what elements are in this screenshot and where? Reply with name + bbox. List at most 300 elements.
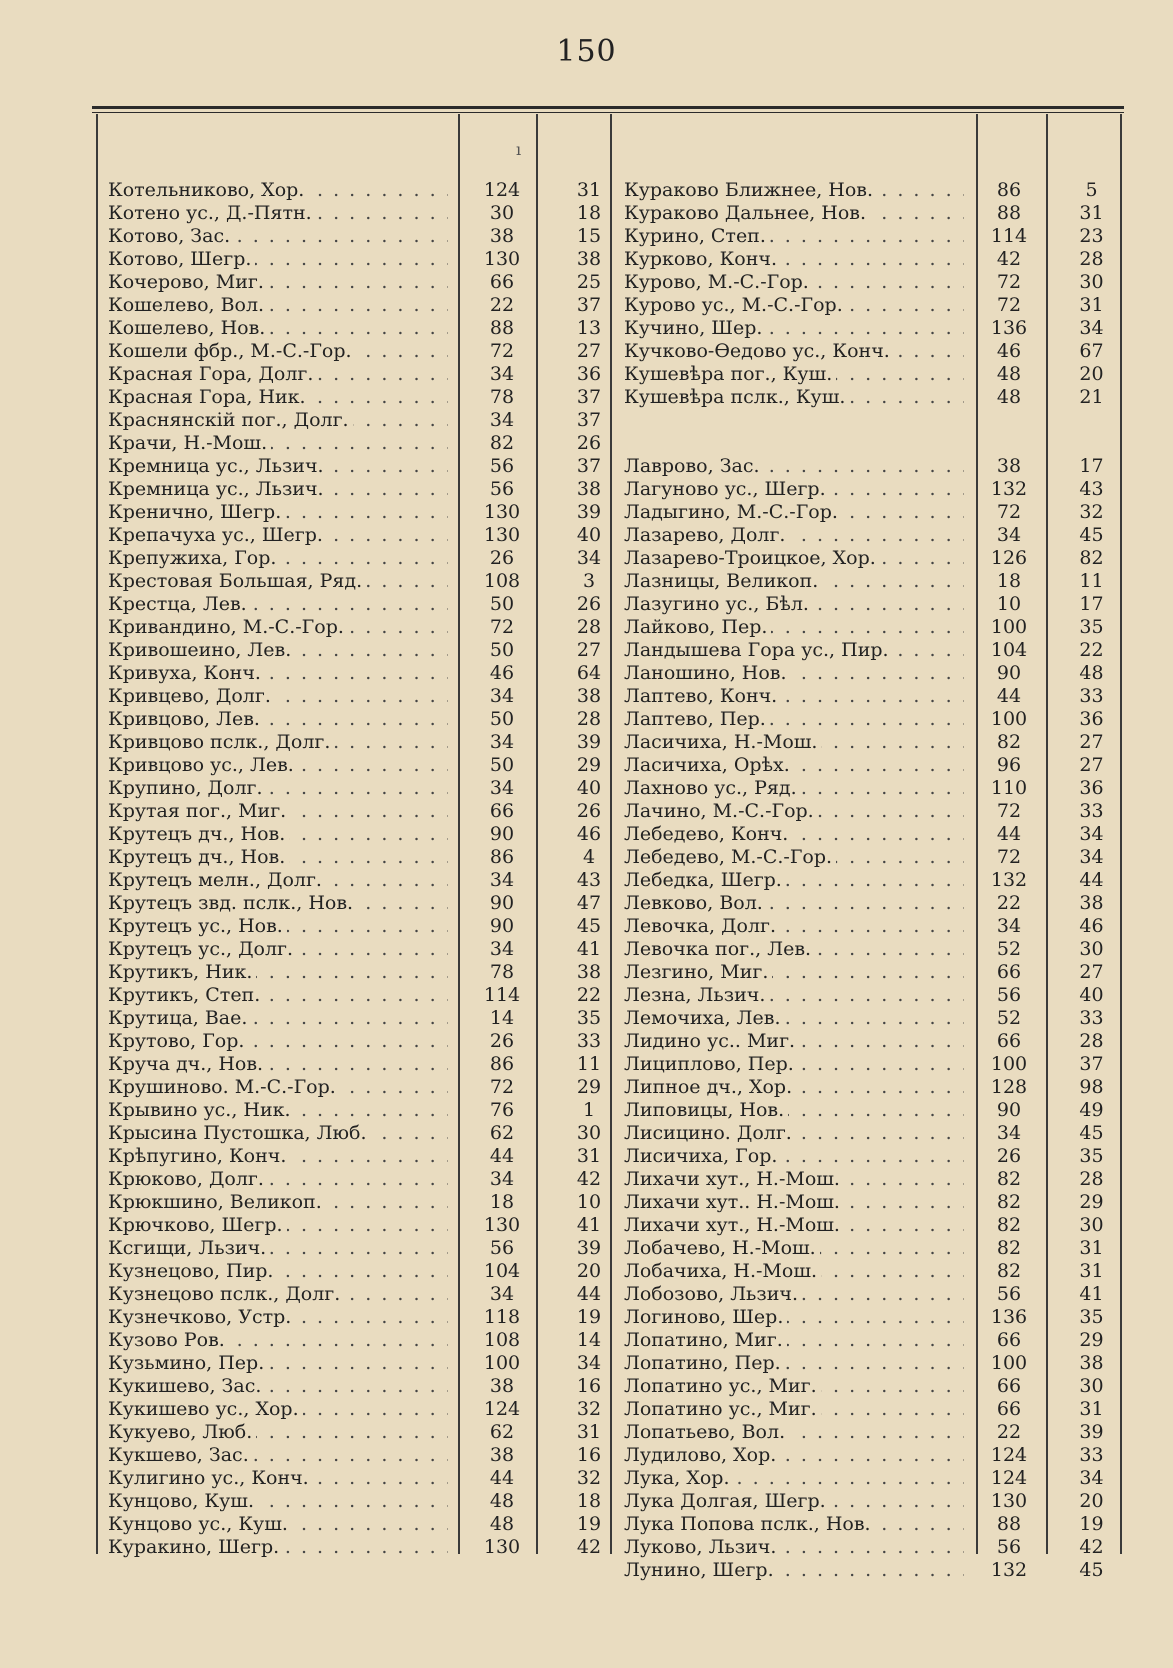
entry-number: 30: [1079, 270, 1104, 293]
page-ref-number: 34: [489, 776, 515, 799]
entry-number: 46: [576, 822, 602, 845]
table-row: [624, 1397, 1129, 1420]
table-row: [624, 454, 1129, 477]
place-name-cell: [624, 225, 964, 247]
table-row: [108, 937, 622, 960]
place-name: Курино, Степ.: [624, 225, 770, 247]
place-name-cell: [624, 800, 964, 822]
entry-number: 36: [1079, 776, 1104, 799]
place-name-cell: [108, 294, 448, 316]
table-row: [108, 1190, 622, 1213]
entry-number: 20: [1079, 362, 1104, 385]
page-ref-number: 118: [483, 1305, 521, 1328]
table-row: [108, 1098, 622, 1121]
place-name-cell: [108, 662, 448, 684]
entry-number: 38: [576, 960, 602, 983]
entry-number: 33: [1079, 799, 1104, 822]
place-name: Кунцово, Куш.: [108, 1490, 258, 1512]
entry-number: 29: [1079, 1190, 1104, 1213]
table-row: [624, 247, 1129, 270]
page-ref-number: 52: [996, 937, 1022, 960]
place-name: Ксгищи, Льзич.: [108, 1237, 270, 1259]
table-row: [624, 1512, 1129, 1535]
table-row: [108, 1029, 622, 1052]
place-name: Кузнецово, Пир.: [108, 1260, 277, 1282]
place-name: Лазугино ус., Бѣл.: [624, 593, 813, 615]
place-name: Краснянскій пог., Долг.: [108, 409, 353, 431]
page-ref-number: 90: [489, 914, 515, 937]
place-name-cell: [108, 1214, 448, 1236]
table-row: [108, 1512, 622, 1535]
place-name-cell: [624, 846, 964, 868]
table-row: [108, 1167, 622, 1190]
place-name: Красная Гора, Долг.: [108, 363, 317, 385]
entry-number: 38: [576, 477, 602, 500]
place-name: Лициплово, Пер.: [624, 1053, 798, 1075]
place-name: Куракино, Шегр.: [108, 1536, 283, 1558]
place-name-cell: [624, 1375, 964, 1397]
entry-number: 37: [576, 385, 602, 408]
place-name: Крестовая Большая, Ряд.: [108, 570, 366, 592]
table-row: [108, 1121, 622, 1144]
page-ref-number: 108: [483, 1328, 521, 1351]
entry-number: 38: [576, 247, 602, 270]
page-ref-number: 90: [996, 661, 1022, 684]
table-row: [624, 1374, 1129, 1397]
entry-number: 45: [576, 914, 602, 937]
page-ref-number: 34: [489, 937, 515, 960]
entry-number: 28: [1079, 1029, 1104, 1052]
entry-number: 33: [1079, 684, 1104, 707]
table-row: [624, 776, 1129, 799]
table-row: [624, 592, 1129, 615]
table-row: [108, 983, 622, 1006]
page-ref-number: 114: [990, 224, 1028, 247]
place-name-cell: [108, 1053, 448, 1075]
place-name-cell: [624, 731, 964, 753]
page-ref-number: 78: [489, 960, 515, 983]
page-ref-number: 56: [996, 983, 1022, 1006]
page-ref-number: 46: [996, 339, 1022, 362]
place-name-cell: [108, 1375, 448, 1397]
entry-number: 29: [576, 1075, 602, 1098]
table-row: [624, 1236, 1129, 1259]
page-ref-number: 26: [489, 1029, 515, 1052]
place-name-cell: [108, 731, 448, 753]
place-name: Кучино, Шер.: [624, 317, 766, 339]
place-name: Логиново, Шер.: [624, 1306, 787, 1328]
place-name: Кураково Дальнее, Нов.: [624, 202, 870, 224]
place-name-cell: [624, 1076, 964, 1098]
place-name-cell: [108, 777, 448, 799]
place-name: Лисицино. Долг.: [624, 1122, 796, 1144]
place-name: Кошелево, Нов.: [108, 317, 269, 339]
entry-number: 11: [576, 1052, 602, 1075]
place-name: Лаптево, Конч.: [624, 685, 781, 707]
entry-number: 33: [1079, 1443, 1104, 1466]
page-ref-number: 50: [489, 638, 515, 661]
place-name-cell: [624, 501, 964, 523]
table-row: [624, 661, 1129, 684]
place-name: Липное дч., Хор.: [624, 1076, 796, 1098]
place-name-cell: [108, 386, 448, 408]
place-name-cell: [624, 616, 964, 638]
page-ref-number: 46: [489, 661, 515, 684]
table-row: [624, 1121, 1129, 1144]
place-name: Кукуево, Люб.: [108, 1421, 256, 1443]
table-row: [624, 730, 1129, 753]
page-ref-number: 34: [996, 1121, 1022, 1144]
entry-number: 40: [576, 776, 602, 799]
entry-number: 18: [576, 1489, 602, 1512]
place-name-cell: [108, 800, 448, 822]
page-ref-number: 82: [996, 1213, 1022, 1236]
table-row: [108, 1236, 622, 1259]
entry-number: 26: [576, 592, 602, 615]
entry-number: 35: [1079, 615, 1104, 638]
entry-number: 40: [576, 523, 602, 546]
entry-number: 67: [1079, 339, 1104, 362]
place-name: Лазницы, Великоп.: [624, 570, 822, 592]
table-row: [624, 845, 1129, 868]
entry-number: 20: [1079, 1489, 1104, 1512]
table-row: [108, 1328, 622, 1351]
page-ref-number: 66: [996, 1397, 1022, 1420]
page-ref-number: 34: [489, 1282, 515, 1305]
entry-number: 39: [576, 500, 602, 523]
page-ref-number: 132: [990, 1558, 1028, 1581]
table-row: [108, 454, 622, 477]
place-name: Котено ус., Д.-Пятн.: [108, 202, 316, 224]
place-name: Красная Гора, Ник.: [108, 386, 310, 408]
place-name-cell: [108, 1145, 448, 1167]
place-name-cell: [108, 1007, 448, 1029]
place-name: Кренично, Шегр.: [108, 501, 285, 523]
entry-number: 19: [1079, 1512, 1104, 1535]
place-name-cell: [624, 1237, 964, 1259]
page-ref-number: 66: [489, 270, 515, 293]
entry-number: 98: [1079, 1075, 1104, 1098]
table-row: [624, 1466, 1129, 1489]
page-ref-number: 86: [996, 178, 1022, 201]
place-name-cell: [108, 961, 448, 983]
place-name-cell: [108, 1490, 448, 1512]
table-row: [624, 1190, 1129, 1213]
table-row: [108, 592, 622, 615]
entry-number: 11: [1079, 569, 1104, 592]
left-column: [108, 178, 622, 1558]
place-name: Курово ус., М.-С.-Гор.: [624, 294, 847, 316]
page-ref-number: 18: [489, 1190, 515, 1213]
page-ref-number: 56: [996, 1535, 1022, 1558]
place-name: Крутая пог., Миг.: [108, 800, 290, 822]
page-ref-number: 82: [996, 1236, 1022, 1259]
entry-number: 36: [1079, 707, 1104, 730]
place-name-cell: [624, 524, 964, 546]
entry-number: 35: [1079, 1144, 1104, 1167]
page-ref-number: 38: [489, 1374, 515, 1397]
place-name-cell: [624, 823, 964, 845]
entry-number: 27: [1079, 960, 1104, 983]
entry-number: 43: [1079, 477, 1104, 500]
page-ref-number: 130: [483, 523, 521, 546]
page-ref-number: 34: [489, 362, 515, 385]
entry-number: 42: [576, 1167, 602, 1190]
table-row: [108, 914, 622, 937]
table-row: [108, 1305, 622, 1328]
entry-number: 31: [1079, 201, 1104, 224]
place-name-cell: [108, 570, 448, 592]
page-ref-number: 128: [990, 1075, 1028, 1098]
place-name-cell: [624, 363, 964, 385]
place-name-cell: [624, 547, 964, 569]
place-name: Кукишево ус., Хор.: [108, 1398, 303, 1420]
entry-number: 27: [1079, 753, 1104, 776]
entry-number: 32: [576, 1466, 602, 1489]
place-name: Крепужиха, Гор.: [108, 547, 280, 569]
place-name: Курово, М.-С.-Гор.: [624, 271, 813, 293]
entry-number: 34: [1079, 822, 1104, 845]
page-ref-number: 34: [489, 408, 515, 431]
page-ref-number: 82: [996, 1167, 1022, 1190]
page-ref-number: 110: [990, 776, 1028, 799]
table-row: [624, 822, 1129, 845]
entry-number: 41: [576, 937, 602, 960]
place-name-cell: [624, 1559, 964, 1581]
table-row: [108, 523, 622, 546]
table-row: [624, 1144, 1129, 1167]
page-ref-number: 72: [489, 615, 515, 638]
place-name-cell: [108, 179, 448, 201]
place-name: Круча дч., Нов.: [108, 1053, 267, 1075]
page-ref-number: 34: [489, 730, 515, 753]
place-name-cell: [624, 685, 964, 707]
place-name-cell: [624, 294, 964, 316]
page-ref-number: 14: [489, 1006, 515, 1029]
place-name-cell: [624, 1306, 964, 1328]
place-name: Лука Попова пслк., Нов.: [624, 1513, 875, 1535]
place-name-cell: [108, 1237, 448, 1259]
entry-number: 42: [576, 1535, 602, 1558]
place-name-cell: [108, 202, 448, 224]
entry-number: 44: [576, 1282, 602, 1305]
place-name: Лудилово, Хор.: [624, 1444, 780, 1466]
entry-number: 22: [576, 983, 602, 1006]
place-name: Крушиново. М.-С.-Гор.: [108, 1076, 340, 1098]
table-row: [108, 293, 622, 316]
table-row: [624, 983, 1129, 1006]
table-row: [624, 1052, 1129, 1075]
entry-number: 26: [576, 799, 602, 822]
page-ref-number: 100: [990, 1052, 1028, 1075]
place-name-cell: [624, 1214, 964, 1236]
table-row: [624, 638, 1129, 661]
table-row: [624, 431, 1129, 454]
place-name-cell: [624, 1007, 964, 1029]
page-ref-number: 82: [996, 1259, 1022, 1282]
table-row: [624, 201, 1129, 224]
place-name: Кушевѣра пслк., Куш.: [624, 386, 849, 408]
place-name-cell: [108, 754, 448, 776]
entry-number: 46: [1079, 914, 1104, 937]
entry-number: 31: [576, 1420, 602, 1443]
place-name: Лебедка, Шегр.: [624, 869, 786, 891]
header-rule-thick: [92, 106, 1124, 109]
entry-number: 31: [1079, 1397, 1104, 1420]
place-name: Ланошино, Нов.: [624, 662, 791, 684]
place-name-cell: [624, 1191, 964, 1213]
place-name: Крутецъ мелн., Долг.: [108, 869, 326, 891]
table-row: [624, 707, 1129, 730]
place-name-cell: [108, 409, 448, 431]
place-name-cell: [108, 1444, 448, 1466]
table-row: [624, 178, 1129, 201]
place-name-cell: [624, 662, 964, 684]
place-name: Лазарево, Долг.: [624, 524, 789, 546]
place-name-cell: [108, 1099, 448, 1121]
page-ref-number: 66: [996, 1374, 1022, 1397]
entry-number: 32: [576, 1397, 602, 1420]
table-row: [108, 247, 622, 270]
place-name: Кулигино ус., Конч.: [108, 1467, 313, 1489]
place-name: Лопатино ус., Миг.: [624, 1375, 821, 1397]
place-name: Лезна, Льзич.: [624, 984, 769, 1006]
table-row: [624, 362, 1129, 385]
place-name-cell: [108, 984, 448, 1006]
place-name-cell: [624, 708, 964, 730]
table-row: [108, 316, 622, 339]
place-name: Кривуха, Конч.: [108, 662, 265, 684]
page-ref-number: 48: [996, 362, 1022, 385]
table-row: [624, 477, 1129, 500]
page-ref-number: 62: [489, 1121, 515, 1144]
place-name: Лобозово, Льзич.: [624, 1283, 802, 1305]
place-name: Кремница ус., Льзич.: [108, 478, 328, 500]
table-row: [108, 1259, 622, 1282]
entry-number: 34: [1079, 1466, 1104, 1489]
place-name: Крутикъ, Ник.: [108, 961, 256, 983]
place-name: Кузнечково, Устр.: [108, 1306, 295, 1328]
page-ref-number: 66: [489, 799, 515, 822]
place-name-cell: [624, 1099, 964, 1121]
place-name-cell: [624, 1168, 964, 1190]
place-name-cell: [624, 1145, 964, 1167]
page-ref-number: 130: [483, 500, 521, 523]
place-name-cell: [624, 1030, 964, 1052]
place-name-cell: [624, 984, 964, 1006]
place-name: Лопатино, Пер.: [624, 1352, 785, 1374]
place-name: Лихачи хут.. Н.-Мош.: [624, 1191, 844, 1213]
entry-number: 20: [576, 1259, 602, 1282]
table-row: [624, 1029, 1129, 1052]
place-name-cell: [624, 1536, 964, 1558]
entry-number: 31: [576, 178, 602, 201]
table-row: [108, 1052, 622, 1075]
table-row: [108, 1351, 622, 1374]
page-ref-number: 22: [489, 293, 515, 316]
place-name-cell: [624, 271, 964, 293]
place-name-cell: [624, 1352, 964, 1374]
place-name: Лунино, Шегр.: [624, 1559, 778, 1581]
table-row: [624, 891, 1129, 914]
page-ref-number: 34: [996, 523, 1022, 546]
table-row: [624, 1328, 1129, 1351]
place-name-cell: [624, 1467, 964, 1489]
entry-number: 31: [576, 1144, 602, 1167]
place-name: Кривцево, Долг.: [108, 685, 275, 707]
place-name: Кошелево, Вол.: [108, 294, 268, 316]
place-name: Лахново ус., Ряд.: [624, 777, 801, 799]
table-row: [624, 293, 1129, 316]
page-ref-number: 48: [489, 1512, 515, 1535]
page-ref-number: 104: [483, 1259, 521, 1282]
entry-number: 34: [576, 546, 602, 569]
table-row: [624, 799, 1129, 822]
table-row: [108, 477, 622, 500]
place-name-cell: [108, 846, 448, 868]
entry-number: 48: [1079, 661, 1104, 684]
entry-number: 36: [576, 362, 602, 385]
table-row: [624, 224, 1129, 247]
place-name: Ладыгино, М.-С.-Гор.: [624, 501, 842, 523]
entry-number: 40: [1079, 983, 1104, 1006]
place-name: Крутово, Гор.: [108, 1030, 248, 1052]
place-name-cell: [624, 1421, 964, 1443]
entry-number: 47: [576, 891, 602, 914]
place-name: Кузьмино, Пер.: [108, 1352, 268, 1374]
place-name-cell: [624, 892, 964, 914]
place-name: Крупино, Долг.: [108, 777, 267, 799]
place-name-cell: [108, 1260, 448, 1282]
entry-number: 29: [1079, 1328, 1104, 1351]
page-ref-number: 124: [483, 1397, 521, 1420]
entry-number: 34: [1079, 316, 1104, 339]
place-name-cell: [108, 1283, 448, 1305]
table-row: [108, 845, 622, 868]
page-ref-number: 90: [996, 1098, 1022, 1121]
page-ref-number: 76: [489, 1098, 515, 1121]
page-ref-number: 100: [483, 1351, 521, 1374]
table-row: [108, 408, 622, 431]
page-ref-number: 10: [996, 592, 1022, 615]
place-name-cell: [108, 340, 448, 362]
page-ref-number: 38: [489, 224, 515, 247]
table-row: [624, 914, 1129, 937]
table-row: [624, 1098, 1129, 1121]
page-ref-number: 38: [996, 454, 1022, 477]
place-name-cell: [624, 1053, 964, 1075]
place-name: Лачино, М.-С.-Гор.: [624, 800, 818, 822]
table-row: [108, 1489, 622, 1512]
page-ref-number: 124: [990, 1443, 1028, 1466]
entry-number: 15: [576, 224, 602, 247]
place-name-cell: [108, 363, 448, 385]
page-ref-number: 44: [489, 1144, 515, 1167]
place-name-cell: [108, 455, 448, 477]
place-name-cell: [108, 823, 448, 845]
entry-number: 45: [1079, 523, 1104, 546]
table-row: [624, 523, 1129, 546]
page-ref-number: 130: [483, 1213, 521, 1236]
place-name: Кремница ус., Льзич.: [108, 455, 328, 477]
place-name: Лемочиха, Лев.: [624, 1007, 785, 1029]
page-ref-number: 82: [996, 1190, 1022, 1213]
page-ref-number: 72: [996, 500, 1022, 523]
entry-number: 34: [1079, 845, 1104, 868]
place-name-cell: [108, 1168, 448, 1190]
place-name: Кривцово пслк., Долг.: [108, 731, 334, 753]
table-row: [624, 1489, 1129, 1512]
